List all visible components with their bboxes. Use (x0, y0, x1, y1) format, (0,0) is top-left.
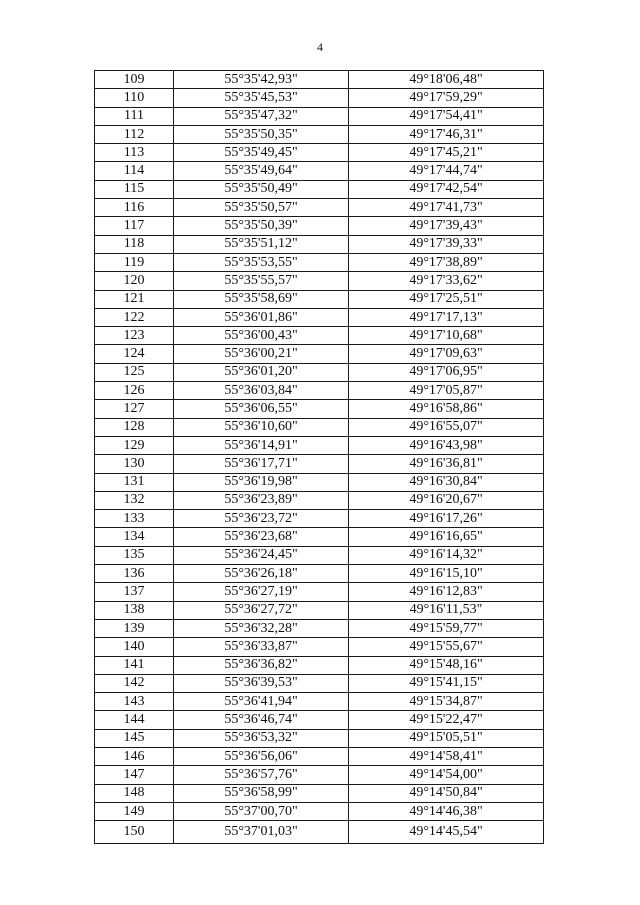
point-number-cell: 136 (95, 565, 174, 583)
point-number-cell: 117 (95, 217, 174, 235)
latitude-cell: 55°36'24,45" (174, 546, 349, 564)
latitude-cell: 55°36'19,98" (174, 473, 349, 491)
longitude-cell: 49°16'12,83" (349, 583, 544, 601)
table-row (95, 455, 544, 473)
table-row (95, 674, 544, 692)
longitude-cell: 49°14'54,00" (349, 766, 544, 784)
longitude-cell: 49°15'05,51" (349, 729, 544, 747)
longitude-cell: 49°17'59,29" (349, 89, 544, 107)
latitude-cell: 55°35'49,45" (174, 144, 349, 162)
latitude-cell: 55°36'03,84" (174, 382, 349, 400)
latitude-cell: 55°36'23,72" (174, 510, 349, 528)
point-number-cell: 131 (95, 473, 174, 491)
longitude-cell: 49°16'58,86" (349, 400, 544, 418)
latitude-cell: 55°35'51,12" (174, 235, 349, 253)
latitude-cell: 55°36'36,82" (174, 656, 349, 674)
latitude-cell: 55°36'17,71" (174, 455, 349, 473)
point-number-cell: 115 (95, 180, 174, 198)
point-number-cell: 121 (95, 290, 174, 308)
table-row (95, 601, 544, 619)
table-row (95, 272, 544, 290)
latitude-cell: 55°35'50,49" (174, 180, 349, 198)
latitude-cell: 55°36'00,21" (174, 345, 349, 363)
table-row (95, 693, 544, 711)
longitude-cell: 49°14'50,84" (349, 784, 544, 802)
latitude-cell: 55°35'47,32" (174, 107, 349, 125)
latitude-cell: 55°35'55,57" (174, 272, 349, 290)
table-row (95, 290, 544, 308)
table-row (95, 528, 544, 546)
table-row (95, 491, 544, 509)
point-number-cell: 124 (95, 345, 174, 363)
longitude-cell: 49°17'05,87" (349, 382, 544, 400)
longitude-cell: 49°16'11,53" (349, 601, 544, 619)
table-row (95, 199, 544, 217)
table-row (95, 802, 544, 820)
point-number-cell: 114 (95, 162, 174, 180)
latitude-cell: 55°36'14,91" (174, 436, 349, 454)
longitude-cell: 49°18'06,48" (349, 71, 544, 89)
longitude-cell: 49°15'59,77" (349, 619, 544, 637)
latitude-cell: 55°35'50,35" (174, 125, 349, 143)
point-number-cell: 130 (95, 455, 174, 473)
latitude-cell: 55°36'06,55" (174, 400, 349, 418)
point-number-cell: 149 (95, 802, 174, 820)
table-row (95, 729, 544, 747)
longitude-cell: 49°14'46,38" (349, 802, 544, 820)
latitude-cell: 55°36'27,72" (174, 601, 349, 619)
table-row (95, 107, 544, 125)
latitude-cell: 55°36'26,18" (174, 565, 349, 583)
longitude-cell: 49°17'33,62" (349, 272, 544, 290)
point-number-cell: 134 (95, 528, 174, 546)
longitude-cell: 49°16'14,32" (349, 546, 544, 564)
latitude-cell: 55°36'23,68" (174, 528, 349, 546)
longitude-cell: 49°17'46,31" (349, 125, 544, 143)
point-number-cell: 110 (95, 89, 174, 107)
latitude-cell: 55°36'39,53" (174, 674, 349, 692)
table-row (95, 400, 544, 418)
longitude-cell: 49°16'30,84" (349, 473, 544, 491)
table-row (95, 747, 544, 765)
longitude-cell: 49°17'42,54" (349, 180, 544, 198)
point-number-cell: 132 (95, 491, 174, 509)
point-number-cell: 138 (95, 601, 174, 619)
latitude-cell: 55°36'41,94" (174, 693, 349, 711)
table-row (95, 327, 544, 345)
longitude-cell: 49°16'15,10" (349, 565, 544, 583)
point-number-cell: 148 (95, 784, 174, 802)
longitude-cell: 49°15'34,87" (349, 693, 544, 711)
latitude-cell: 55°37'01,03" (174, 821, 349, 844)
point-number-cell: 120 (95, 272, 174, 290)
point-number-cell: 125 (95, 363, 174, 381)
latitude-cell: 55°35'58,69" (174, 290, 349, 308)
coordinates-table (94, 70, 544, 844)
point-number-cell: 118 (95, 235, 174, 253)
longitude-cell: 49°15'41,15" (349, 674, 544, 692)
longitude-cell: 49°16'55,07" (349, 418, 544, 436)
table-row (95, 565, 544, 583)
longitude-cell: 49°14'58,41" (349, 747, 544, 765)
point-number-cell: 133 (95, 510, 174, 528)
point-number-cell: 147 (95, 766, 174, 784)
latitude-cell: 55°35'50,39" (174, 217, 349, 235)
latitude-cell: 55°36'58,99" (174, 784, 349, 802)
longitude-cell: 49°14'45,54" (349, 821, 544, 844)
longitude-cell: 49°17'38,89" (349, 253, 544, 271)
point-number-cell: 143 (95, 693, 174, 711)
point-number-cell: 145 (95, 729, 174, 747)
longitude-cell: 49°15'55,67" (349, 638, 544, 656)
table-row (95, 784, 544, 802)
longitude-cell: 49°16'43,98" (349, 436, 544, 454)
table-row (95, 619, 544, 637)
longitude-cell: 49°17'17,13" (349, 308, 544, 326)
table-row (95, 71, 544, 89)
latitude-cell: 55°36'33,87" (174, 638, 349, 656)
point-number-cell: 144 (95, 711, 174, 729)
longitude-cell: 49°16'20,67" (349, 491, 544, 509)
latitude-cell: 55°36'01,20" (174, 363, 349, 381)
table-row (95, 125, 544, 143)
table-row (95, 766, 544, 784)
table-row (95, 638, 544, 656)
latitude-cell: 55°35'50,57" (174, 199, 349, 217)
longitude-cell: 49°15'48,16" (349, 656, 544, 674)
table-row (95, 253, 544, 271)
table-row (95, 162, 544, 180)
table-row (95, 473, 544, 491)
longitude-cell: 49°17'10,68" (349, 327, 544, 345)
longitude-cell: 49°17'09,63" (349, 345, 544, 363)
table-row (95, 89, 544, 107)
longitude-cell: 49°17'06,95" (349, 363, 544, 381)
point-number-cell: 137 (95, 583, 174, 601)
longitude-cell: 49°15'22,47" (349, 711, 544, 729)
latitude-cell: 55°36'23,89" (174, 491, 349, 509)
table-row (95, 144, 544, 162)
point-number-cell: 142 (95, 674, 174, 692)
latitude-cell: 55°37'00,70" (174, 802, 349, 820)
latitude-cell: 55°36'01,86" (174, 308, 349, 326)
point-number-cell: 135 (95, 546, 174, 564)
table-row (95, 546, 544, 564)
coordinates-table-body (95, 71, 544, 844)
latitude-cell: 55°36'53,32" (174, 729, 349, 747)
latitude-cell: 55°35'42,93" (174, 71, 349, 89)
point-number-cell: 116 (95, 199, 174, 217)
table-row (95, 235, 544, 253)
longitude-cell: 49°17'25,51" (349, 290, 544, 308)
point-number-cell: 128 (95, 418, 174, 436)
point-number-cell: 111 (95, 107, 174, 125)
table-row (95, 180, 544, 198)
table-row (95, 821, 544, 844)
table-row (95, 308, 544, 326)
table-row (95, 436, 544, 454)
table-row (95, 510, 544, 528)
latitude-cell: 55°36'27,19" (174, 583, 349, 601)
point-number-cell: 129 (95, 436, 174, 454)
latitude-cell: 55°36'32,28" (174, 619, 349, 637)
point-number-cell: 109 (95, 71, 174, 89)
table-row (95, 656, 544, 674)
latitude-cell: 55°36'00,43" (174, 327, 349, 345)
longitude-cell: 49°16'17,26" (349, 510, 544, 528)
latitude-cell: 55°35'49,64" (174, 162, 349, 180)
table-row (95, 418, 544, 436)
point-number-cell: 122 (95, 308, 174, 326)
longitude-cell: 49°17'39,43" (349, 217, 544, 235)
table-row (95, 217, 544, 235)
point-number-cell: 113 (95, 144, 174, 162)
table-row (95, 363, 544, 381)
table-row (95, 711, 544, 729)
latitude-cell: 55°36'56,06" (174, 747, 349, 765)
page-number: 4 (317, 40, 323, 54)
latitude-cell: 55°36'46,74" (174, 711, 349, 729)
longitude-cell: 49°16'36,81" (349, 455, 544, 473)
table-row (95, 583, 544, 601)
point-number-cell: 112 (95, 125, 174, 143)
longitude-cell: 49°17'41,73" (349, 199, 544, 217)
longitude-cell: 49°17'54,41" (349, 107, 544, 125)
point-number-cell: 140 (95, 638, 174, 656)
point-number-cell: 141 (95, 656, 174, 674)
point-number-cell: 123 (95, 327, 174, 345)
longitude-cell: 49°17'39,33" (349, 235, 544, 253)
latitude-cell: 55°36'57,76" (174, 766, 349, 784)
point-number-cell: 119 (95, 253, 174, 271)
latitude-cell: 55°35'45,53" (174, 89, 349, 107)
point-number-cell: 139 (95, 619, 174, 637)
longitude-cell: 49°17'44,74" (349, 162, 544, 180)
table-row (95, 345, 544, 363)
table-row (95, 382, 544, 400)
point-number-cell: 127 (95, 400, 174, 418)
latitude-cell: 55°36'10,60" (174, 418, 349, 436)
longitude-cell: 49°16'16,65" (349, 528, 544, 546)
point-number-cell: 150 (95, 821, 174, 844)
point-number-cell: 146 (95, 747, 174, 765)
latitude-cell: 55°35'53,55" (174, 253, 349, 271)
point-number-cell: 126 (95, 382, 174, 400)
longitude-cell: 49°17'45,21" (349, 144, 544, 162)
